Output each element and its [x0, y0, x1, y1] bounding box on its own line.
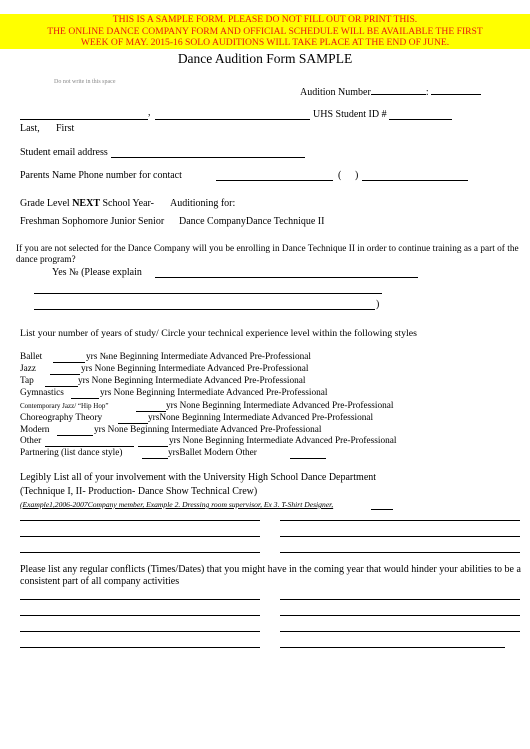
audition-number-field-2[interactable]: [431, 86, 481, 95]
conflict-line-left[interactable]: [20, 599, 260, 600]
explain-line-1[interactable]: [155, 277, 418, 278]
not-selected-question: If you are not selected for the Dance Company will you be enrolling in Dance Technique II in order to continue training as a part of the dance program?: [16, 244, 519, 265]
years-field[interactable]: [71, 398, 99, 399]
style-name: Partnering (list dance style): [20, 448, 123, 458]
style-name: Modern: [20, 425, 50, 435]
uhs-id-field[interactable]: [389, 119, 452, 120]
involvement-example-line[interactable]: [371, 509, 393, 510]
grade-level-label: [20, 198, 154, 209]
involvement-line-left[interactable]: [20, 536, 260, 537]
style-levels[interactable]: yrsNone Beginning Intermediate Advanced Pre-Professional: [148, 413, 374, 423]
banner-line-2: THE ONLINE DANCE COMPANY FORM AND OFFICIAL SCHEDULE WILL BE AVAILABLE THE FIRST: [47, 25, 483, 37]
audition-number-row: [300, 86, 481, 98]
involvement-line-right[interactable]: [280, 520, 520, 521]
grade-options[interactable]: Freshman Sophomore Junior Senior: [20, 216, 165, 227]
phone-paren-close: ): [355, 170, 359, 181]
first-name-field[interactable]: [155, 119, 310, 120]
conflicts-question: Please list any regular conflicts (Times/Dates) that you might have in the coming year that would hinder your abilities to be a consistent part of all company activities: [20, 564, 521, 587]
first-label: First: [56, 123, 75, 134]
involvement-line-right[interactable]: [280, 536, 520, 537]
audition-number-label: Audition Number: [300, 87, 371, 98]
conflict-line-right[interactable]: [280, 631, 520, 632]
audition-number-sep: :: [425, 87, 429, 98]
involvement-line-left[interactable]: [20, 552, 260, 553]
sample-warning-banner: [0, 14, 530, 49]
name-comma: ,: [148, 107, 151, 118]
involvement-line-1: Legibly List all of your involvement with the University High School Dance Department: [20, 472, 377, 483]
explain-close: ): [376, 299, 380, 310]
years-field[interactable]: [53, 362, 85, 363]
conflict-line-left[interactable]: [20, 615, 260, 616]
email-label: Student email address: [20, 147, 108, 158]
email-field[interactable]: [111, 157, 305, 158]
style-levels[interactable]: yrs №ne Beginning Intermediate Advanced Pre-Professional: [86, 352, 311, 362]
last-name-field[interactable]: [20, 119, 148, 120]
years-field[interactable]: [50, 374, 80, 375]
years-field[interactable]: [138, 446, 168, 447]
audition-options[interactable]: Dance CompanyDance Technique II: [179, 216, 325, 227]
audition-number-field[interactable]: [371, 86, 426, 95]
grade-label-bold: NEXT: [72, 198, 100, 209]
page-title: Dance Audition Form SAMPLE: [177, 51, 353, 66]
conflict-line-left[interactable]: [20, 631, 260, 632]
banner-line-1: THIS IS A SAMPLE FORM. PLEASE DO NOT FILL OUT OR PRINT THIS.: [112, 14, 418, 25]
years-field[interactable]: [136, 411, 166, 412]
involvement-example: (Example1,2006-2007Company member, Example 2. Dressing room supervisor, Ex 3. T-Shirt Designer,: [20, 500, 334, 509]
style-name: Tap: [20, 376, 34, 386]
style-levels[interactable]: yrs None Beginning Intermediate Advanced Pre-Professional: [169, 436, 397, 446]
banner-line-3: WEEK OF MAY. 2015-16 SOLO AUDITIONS WILL TAKE PLACE AT THE END OF JUNE.: [80, 37, 450, 48]
do-not-write-note: Do not write in this space: [54, 79, 116, 85]
auditioning-label: Auditioning for:: [170, 198, 236, 209]
parents-name-field[interactable]: [216, 180, 333, 181]
years-field[interactable]: [57, 435, 93, 436]
conflict-line-right[interactable]: [280, 599, 520, 600]
style-row-ballet: [20, 352, 42, 362]
style-name: Choreography Theory: [20, 413, 103, 423]
style-name: Jazz: [20, 364, 36, 374]
explain-line-3[interactable]: [34, 309, 375, 310]
years-field[interactable]: [142, 458, 168, 459]
grade-label-post: School Year-: [100, 198, 154, 209]
last-label: Last,: [20, 123, 40, 134]
years-field[interactable]: [45, 386, 78, 387]
style-name: Contemporary Jazz/ “Hip Hop”: [20, 402, 109, 410]
style-levels[interactable]: yrsBallet Modern Other: [168, 448, 257, 458]
style-name: Ballet: [20, 352, 43, 362]
years-field[interactable]: [118, 423, 148, 424]
style-name: Gymnastics: [20, 388, 64, 398]
style-levels[interactable]: yrs None Beginning Intermediate Advanced Pre-Professional: [94, 425, 322, 435]
uhs-id-label: UHS Student ID #: [313, 109, 387, 120]
conflict-line-left[interactable]: [20, 647, 260, 648]
conflict-line-right[interactable]: [280, 615, 520, 616]
grade-label-pre: Grade Level: [20, 198, 73, 209]
style-levels[interactable]: yrs None Beginning Intermediate Advanced Pre-Professional: [100, 388, 328, 398]
involvement-line-right[interactable]: [280, 552, 520, 553]
years-instruction: List your number of years of study/ Circle your technical experience level within the following styles: [20, 328, 417, 339]
phone-field[interactable]: [362, 180, 468, 181]
style-levels[interactable]: yrs None Beginning Intermediate Advanced Pre-Professional: [81, 364, 309, 374]
yes-no-explain[interactable]: Yes № (Please explain: [52, 267, 142, 278]
partnering-other-field[interactable]: [290, 458, 326, 459]
style-levels[interactable]: yrs None Beginning Intermediate Advanced Pre-Professional: [166, 401, 394, 411]
other-style-field[interactable]: [45, 446, 134, 447]
style-name: Other: [20, 436, 42, 446]
conflict-line-right[interactable]: [280, 647, 505, 648]
explain-line-2[interactable]: [34, 293, 382, 294]
style-levels[interactable]: yrs None Beginning Intermediate Advanced Pre-Professional: [78, 376, 306, 386]
involvement-line-2: (Technique I, II- Production- Dance Show Technical Crew): [20, 486, 258, 497]
phone-paren-open: (: [338, 170, 342, 181]
parents-label: Parents Name Phone number for contact: [20, 170, 182, 181]
involvement-line-left[interactable]: [20, 520, 260, 521]
